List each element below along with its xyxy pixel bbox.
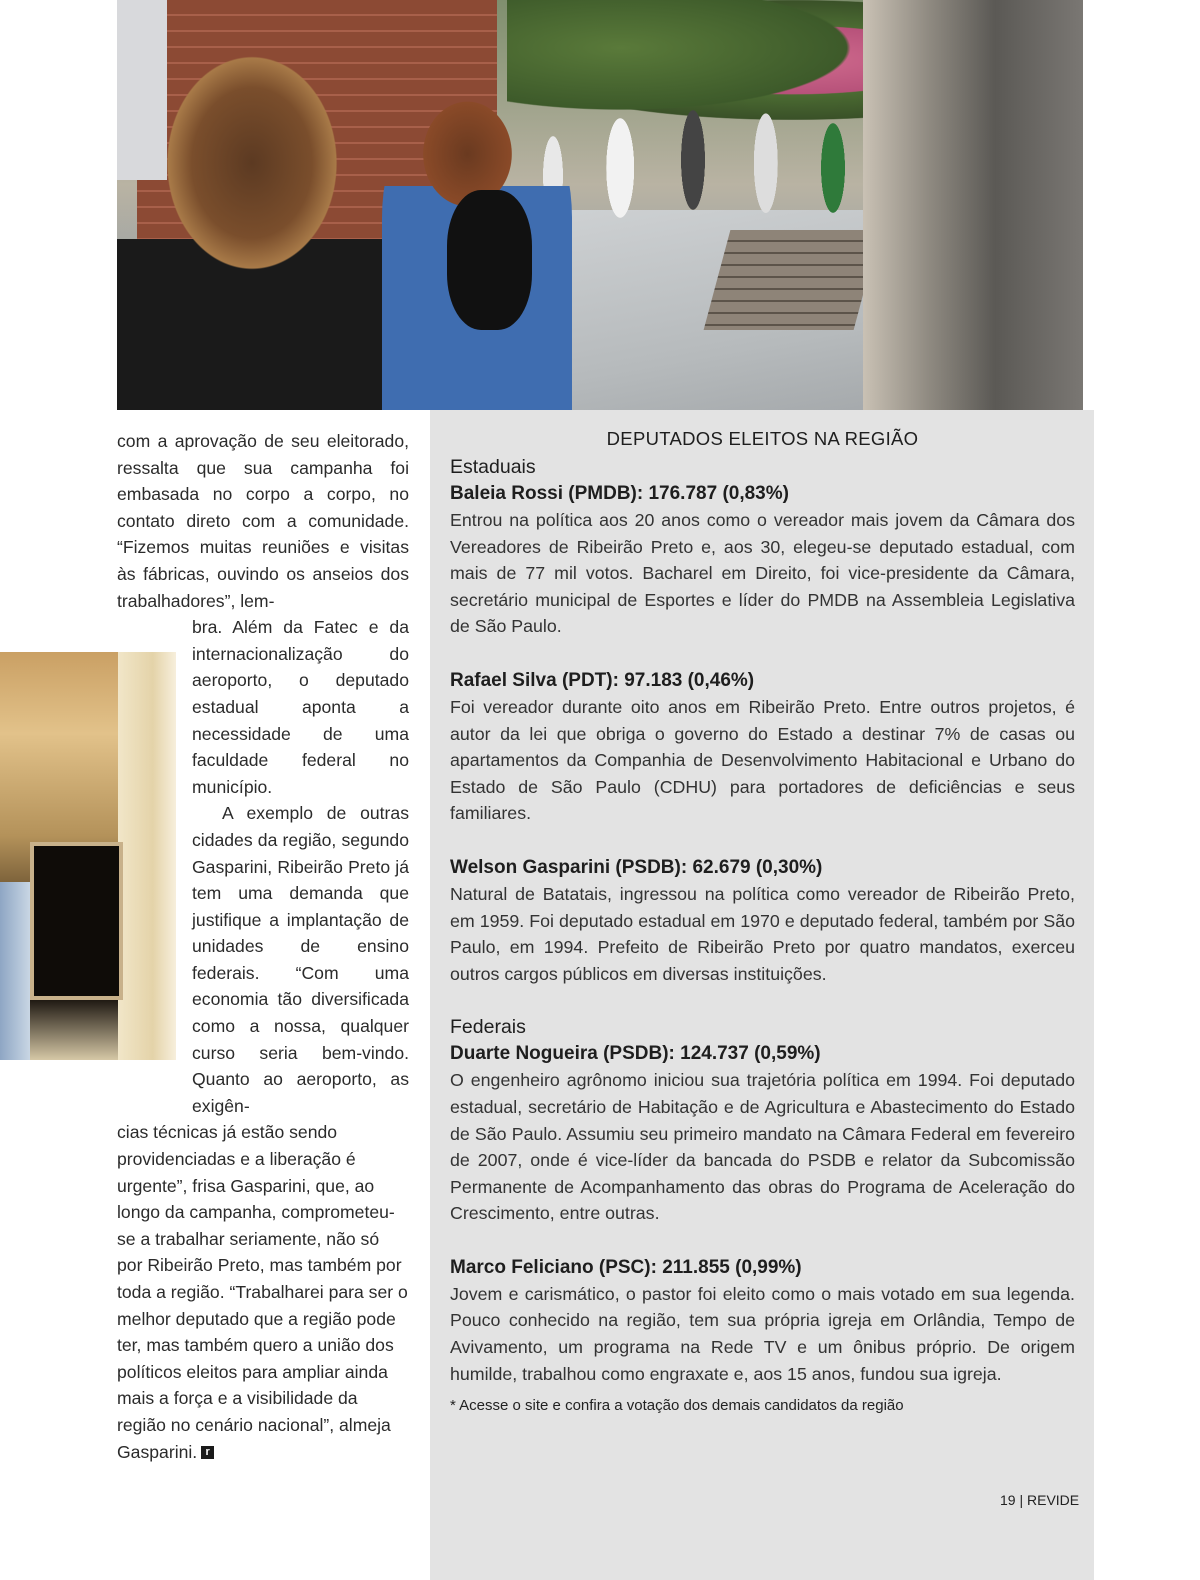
black-handbag [447,190,532,330]
inset-person-edge [0,882,30,1060]
wooden-planks [704,230,881,330]
section-heading-estaduais: Estaduais [450,456,536,478]
woman-long-hair [117,30,387,410]
deputy-bio: Natural de Batatais, ingressou na política como vereador de Ribeirão Preto, em 1959. Foi deputado estadual em 1970 e deputado federal, também por São Paulo, em 1994. Prefeito de Ribeirão Preto por quatro mandatos, exerceu outros cargos públicos em diversas instituições. [450,883,1075,984]
article-paragraph: com a aprovação de seu eleitorado, ressalta que sua campanha foi embasada no corpo a corpo, no contato direto com a comunidade. “Fizemos muitas reuniões e visitas às fábricas, ouvindo os anseios dos trabalhadores”, lem- [117,431,409,611]
deputy-bio: Foi vereador durante oito anos em Ribeirão Preto. Entre outros projetos, é autor da lei que obriga o governo do Estado a destinar 7% de casas ou apartamentos da Companhia de Desenvolvimento Habitacional e Urbano do Estado de São Paulo (CDHU) para portadores de deficiências e seus familiares. [450,696,1075,824]
page-footer [1000,1492,1079,1508]
article-paragraph-closing [117,1119,409,1465]
footnote: * Acesse o site e confira a votação dos demais candidatos da região [450,1397,904,1415]
deputy-name: Baleia Rossi (PMDB): 176.787 (0,83%) [450,483,789,504]
deputy-name: Rafael Silva (PDT): 97.183 (0,46%) [450,669,755,691]
deputies-sidebar [430,410,1094,1580]
deputy-name: Welson Gasparini (PSDB): 62.679 (0,30%) [450,856,823,878]
article-column [117,428,409,1465]
building-colonnade [863,0,1083,410]
deputy-name: Marco Feliciano (PSC): 211.855 (0,99%) [450,1256,802,1278]
article-paragraph-wrapped: bra. Além da Fatec e da internacionalização do aeroporto, o deputado estadual aponta a necessidade de uma faculdade federal no município. [192,617,409,797]
deputy-bio: Jovem e carismático, o pastor foi eleito como o mais votado em sua legenda. Pouco conhecido na região, tem sua própria igreja em Orlândia, Tempo de Avivamento, um programa na Rede TV e um ônibus próprio. De origem humilde, trabalhou como engraxate e, aos 15 anos, fundou sua igreja. [450,1283,1075,1384]
closing-text: cias técnicas já estão sendo providenciadas e a liberação é urgente”, frisa Gasparini, que, ao longo da campanha, comprometeu-se a trabalhar seriamente, não só por Ribeirão Preto, mas também por toda a região. “Trabalharei para ser o melhor deputado que a região pode ter, mas também quero a união dos políticos eleitos para ampliar ainda mais a força e a visibilidade da região no cenário nacional”, almeja Gasparini. [117,1122,408,1462]
footer-separator: | [1019,1492,1024,1508]
end-of-article-mark: r [201,1446,214,1459]
sidebar-title: DEPUTADOS ELEITOS NA REGIÃO [606,428,919,449]
magazine-name: REVIDE [1027,1492,1080,1508]
section-heading-federais: Federais [450,1016,526,1039]
article-paragraph-wrapped: A exemplo de outras cidades da região, segundo Gasparini, Ribeirão Preto já tem uma demanda que justifique a implantação de unidades de ensino federais. “Com uma economia tão diversificada como a nossa, qualquer curso seria bem-vindo. Quanto ao aeroporto, as exigên- [192,803,409,1116]
inset-dark-window [30,842,123,1000]
deputy-name: Duarte Nogueira (PSDB): 124.737 (0,59%) [450,1043,821,1065]
street-crowd-photo [117,0,1083,410]
page-number: 19 [1000,1492,1016,1508]
deputy-bio: Entrou na política aos 20 anos como o vereador mais jovem da Câmara dos Vereadores de Ribeirão Preto e, aos 30, elegeu-se deputado estadual, com mais de 77 mil votos. Bacharel em Direito, foi vice-presidente da Câmara, secretário municipal de Esportes e líder do PMDB na Assembleia Legislativa de São Paulo. [450,510,1075,637]
deputy-bio: O engenheiro agrônomo iniciou sua trajetória política em 1994. Foi deputado estadual, secretário de Habitação e de Agricultura e Abastecimento do Estado de São Paulo. Assumiu seu primeiro mandato na Câmara Federal em fevereiro de 2007, onde é vice-líder da bancada do PSDB e relator da Subcomissão Permanente de Acompanhamento das obras do Programa de Aceleração do Crescimento, entre outras. [450,1070,1075,1224]
